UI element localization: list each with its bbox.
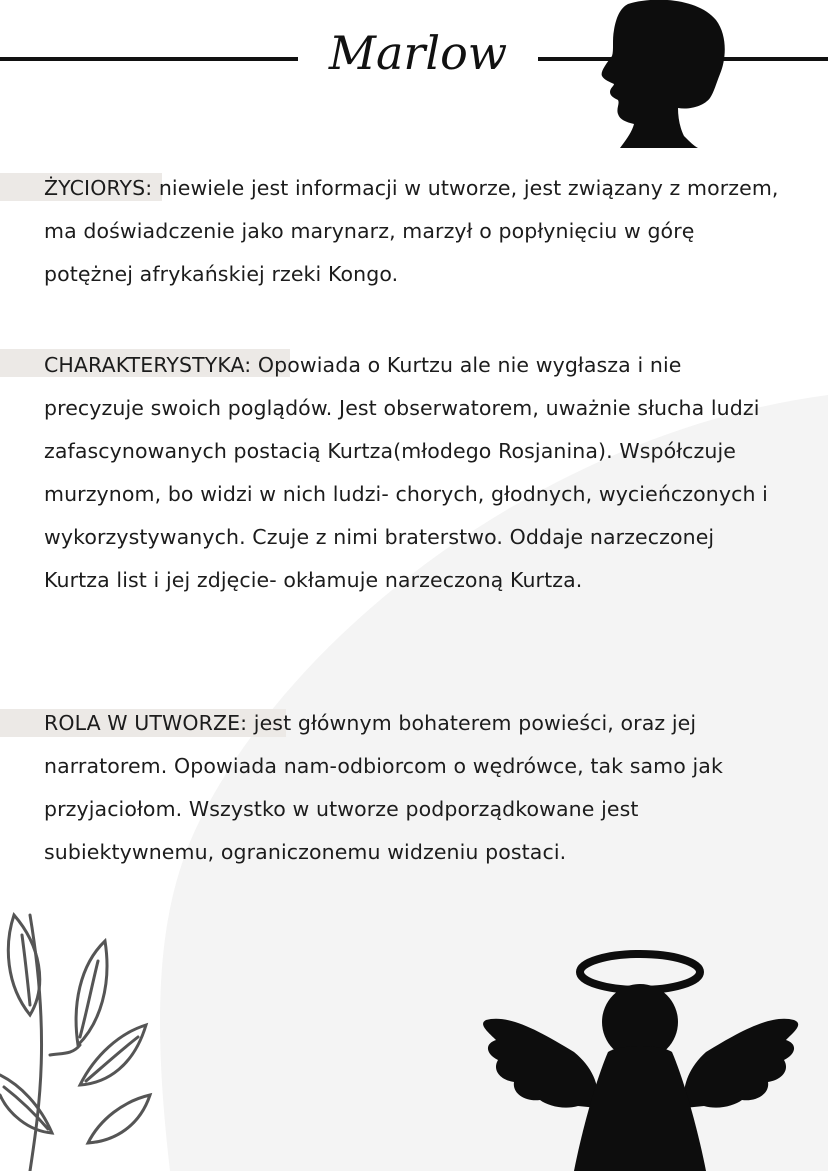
section-text: : Opowiada o Kurtzu ale nie wygłasza i nie precyzuje swoich poglądów. Jest obserwatorem, uważnie słucha ludzi zafascynowanych postacią Kurtza(młodego Rosjanina). Współczuje murzynom, bo widzi w nich ludzi- chorych, głodnych, wycieńczonych i wykorzystywanych. Czuje z nimi braterstwo. Oddaje narzeczonej Kurtza list i jej zdjęcie- okłamuje narzeczoną Kurtza.	[44, 353, 768, 592]
head-silhouette-icon	[598, 0, 728, 148]
angel-silhouette-icon	[478, 930, 808, 1171]
page-title: Marlow	[328, 26, 508, 80]
section-label: CHARAKTERYSTYKA	[44, 353, 245, 377]
section-paragraph	[44, 344, 784, 602]
section-text: : jest głównym bohaterem powieści, oraz jej narratorem. Opowiada nam-odbiorcom o wędrówce, tak samo jak przyjaciołom. Wszystko w utworze podporządkowane jest subiektywnemu, ograniczonemu widzeniu postaci.	[44, 711, 723, 864]
section-charakterystyka	[44, 344, 784, 602]
section-zyciorys	[44, 167, 784, 296]
header-line-left	[0, 57, 298, 61]
leaf-branch-icon	[0, 905, 180, 1171]
section-label: ŻYCIORYS	[44, 176, 146, 200]
section-paragraph	[44, 167, 784, 296]
section-label: ROLA W UTWORZE	[44, 711, 241, 735]
section-text: : niewiele jest informacji w utworze, jest związany z morzem, ma doświadczenie jako marynarz, marzył o popłynięciu w górę potężnej afrykańskiej rzeki Kongo.	[44, 176, 779, 286]
section-rola-w-utworze	[44, 702, 784, 874]
section-paragraph	[44, 702, 784, 874]
